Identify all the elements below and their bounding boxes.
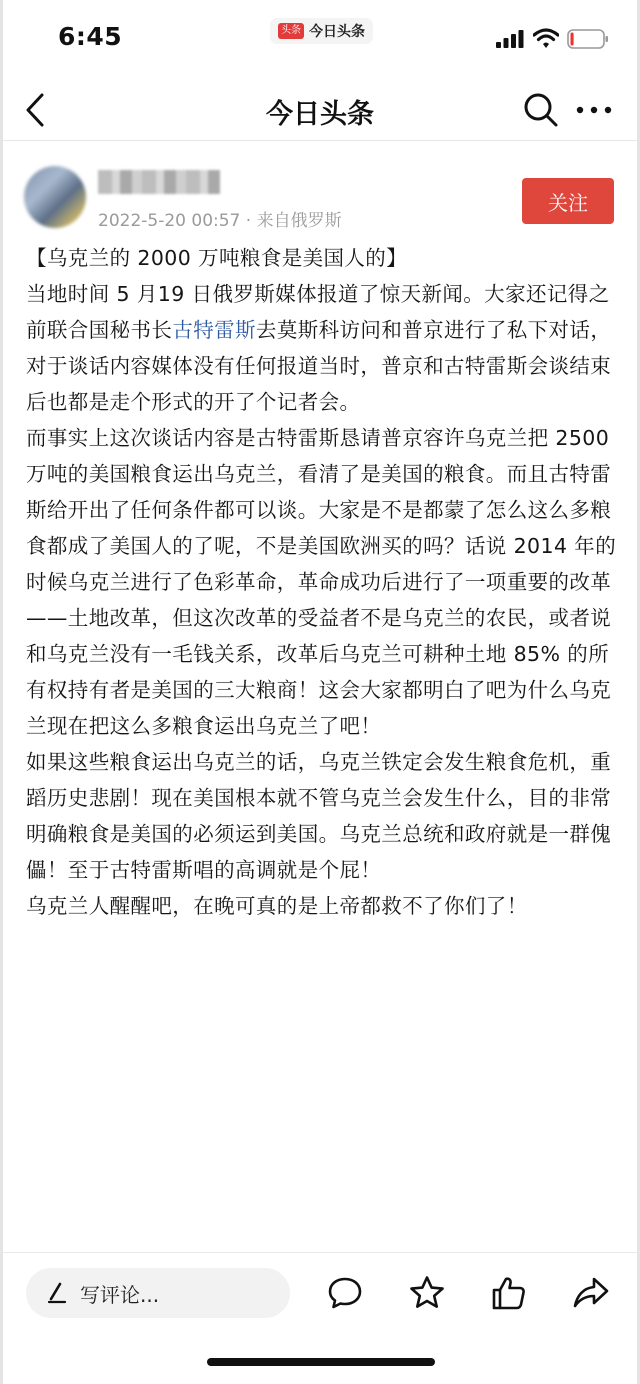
article-paragraph: 而事实上这次谈话内容是古特雷斯恳请普京容许乌克兰把 2500 万吨的美国粮食运出乌克兰，看清了是美国的粮食。而且古特雷斯给开出了任何条件都可以谈。大家是不是都蒙了怎么这么多粮食都成了美国人的了呢，不是美国欧洲买的吗？话说 2014 年的时候乌克兰进行了色彩革命，革命成功后进行了一项重要的改革——土地改革，但这次改革的受益者不是乌克兰的农民，或者说和乌克兰没有一毛钱关系，改革后乌克兰可耕种土地 85% 的所有权持有者是美国的三大粮商！这会大家都明白了吧为什么乌克兰现在把这么多粮食运出乌克兰了吧！ (26, 426, 617, 738)
star-icon[interactable] (408, 1274, 446, 1312)
comment-placeholder: 写评论... (80, 1282, 160, 1307)
person-link[interactable]: 古特雷斯 (172, 318, 256, 342)
post-meta: 2022-5-20 00:57 · 来自俄罗斯 (98, 211, 342, 231)
app-badge-name: 今日头条 (309, 24, 365, 40)
article-body (26, 240, 624, 924)
page-title: 今日头条 (266, 99, 374, 130)
comment-icon[interactable] (326, 1274, 364, 1312)
cellular-signal-icon (496, 30, 524, 48)
app-badge (270, 18, 373, 44)
author-avatar[interactable] (24, 166, 86, 228)
article-title: 【乌克兰的 2000 万吨粮食是美国人的】 (26, 246, 408, 270)
nav-bar (0, 80, 640, 140)
status-bar (0, 0, 640, 80)
more-icon[interactable] (574, 92, 614, 128)
like-icon[interactable] (490, 1274, 528, 1312)
bottom-divider (0, 1252, 640, 1253)
paragraph-text: 去莫斯科访问和普京进行了私下对话，对于谈话内容媒体没有任何报道当时，普京和古特雷斯会谈结束后也都是走个形式的开了个记者会。 (26, 318, 612, 414)
author-name-blurred[interactable] (98, 170, 220, 194)
pen-icon (46, 1282, 68, 1304)
nav-divider (0, 140, 640, 141)
screen-border-left (0, 0, 3, 1384)
share-icon[interactable] (572, 1274, 610, 1312)
article-paragraph: 如果这些粮食运出乌克兰的话，乌克兰铁定会发生粮食危机，重蹈历史悲剧！现在美国根本就不管乌克兰会发生什么，目的非常明确粮食是美国的必须运到美国。乌克兰总统和政府就是一群傀儡！至于古特雷斯唱的高调就是个屁！ (26, 750, 612, 882)
battery-icon (567, 29, 609, 49)
app-logo: 头条 (278, 23, 304, 39)
wifi-icon (533, 28, 559, 50)
paragraph-text: 当地时间 5 月19 日俄罗斯媒体报道了惊天新闻。大家还记得之前联合国秘书长 (26, 282, 610, 342)
home-indicator[interactable] (207, 1358, 435, 1366)
follow-button[interactable]: 关注 (522, 178, 614, 224)
article-paragraph: 乌克兰人醒醒吧，在晚可真的是上帝都救不了你们了！ (26, 894, 528, 918)
status-time: 6:45 (58, 22, 123, 51)
search-icon[interactable] (522, 91, 560, 129)
comment-input[interactable] (26, 1268, 290, 1318)
article-paragraph (26, 276, 624, 420)
